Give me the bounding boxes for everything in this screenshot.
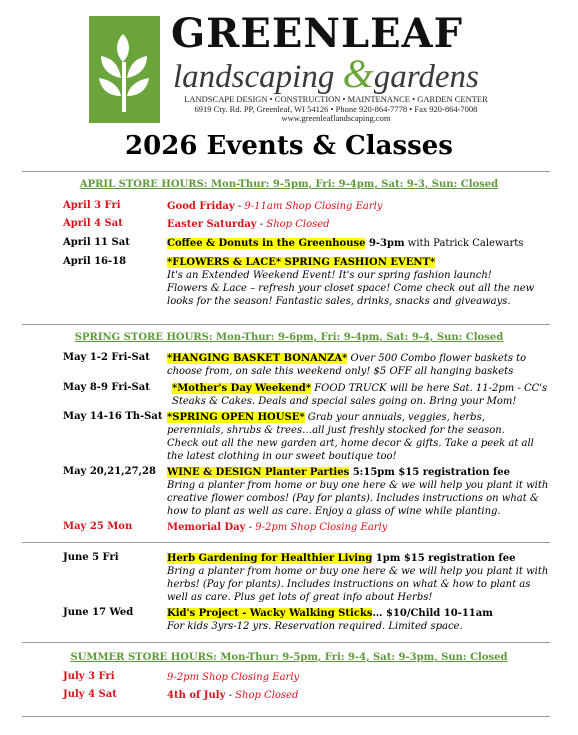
event-date: May 25 Mon xyxy=(63,521,133,532)
spring-hours: SPRING STORE HOURS: Mon-Thur: 9-6pm, Fri: 9-4pm, Sat: 9-4, Sun: Closed xyxy=(74,332,504,343)
event-text: Kid's Project - Wacky Walking Sticks… $10/Child 10-11am For kids 3yrs-12 yrs. Reservation required. Limited space. xyxy=(167,608,493,632)
leaf-logo-icon xyxy=(89,16,160,123)
divider xyxy=(22,542,550,543)
divider xyxy=(22,642,550,643)
brand-tagline: landscaping &gardens xyxy=(173,51,479,96)
event-text: WINE & DESIGN Planter Parties 5:15pm $15 registration fee Bring a planter from home or buy one here & we will help you plant it with creative flower combos! (Pay for plants). Includes instructions on what & how to plant as well as care. Enjoy a glass of wine while planting. xyxy=(167,467,549,517)
event-date: May 8-9 Fri-Sat xyxy=(63,382,150,393)
event-text: *HANGING BASKET BONANZA* Over 500 Combo flower baskets to choose from, on sale this weekend only! $5 OFF all hanging baskets xyxy=(167,353,527,377)
event-date: April 4 Sat xyxy=(63,218,123,229)
event-text: *Mother's Day Weekend* FOOD TRUCK will be here Sat. 11-2pm - CC's Steaks & Cakes. Deals and special sales going on. Bring your Mom! xyxy=(172,383,548,407)
summer-hours: SUMMER STORE HOURS: Mon-Thur: 9-5pm, Fri: 9-4, Sat: 9-3pm, Sun: Closed xyxy=(70,652,508,663)
event-date: April 3 Fri xyxy=(63,200,121,211)
brand-name: GREENLEAF xyxy=(171,10,463,57)
event-date: June 17 Wed xyxy=(63,607,134,618)
event-date: May 1-2 Fri-Sat xyxy=(63,352,150,363)
page-title: 2026 Events & Classes xyxy=(125,131,453,161)
event-text: *FLOWERS & LACE* SPRING FASHION EVENT* It's an Extended Weekend Event! It's our spring fashion launch! Flowers & Lace – refresh your closet space! Come check out all the new looks for the season! Fantastic sales, drinks, snacks and giveaways. xyxy=(167,257,535,307)
event-text: Herb Gardening for Healthier Living 1pm $15 registration fee Bring a planter from home or buy one here & we will help you plant it with herbs! (Pay for plants). Includes instructions on what & how to plant as well as care. Plus get lots of great info about Herbs! xyxy=(167,553,549,603)
services-line: LANDSCAPE DESIGN • CONSTRUCTION • MAINTENANCE • GARDEN CENTER xyxy=(184,94,488,104)
website-link[interactable]: www.greenleaflandscaping.com xyxy=(281,113,391,123)
divider xyxy=(22,171,550,172)
divider xyxy=(22,324,550,325)
event-date: April 16-18 xyxy=(63,256,127,267)
event-date: May 20,21,27,28 xyxy=(63,466,156,477)
event-text: *SPRING OPEN HOUSE* Grab your annuals, veggies, herbs, perennials, shrubs & trees…all just freshly stocked for the season. Check out all the new garden art, home decor & gifts. Take a peek at all the latest clothing in our sweet boutique too! xyxy=(167,412,534,462)
logo xyxy=(89,16,160,123)
event-text: 9-2pm Shop Closing Early xyxy=(167,672,300,683)
event-text: Good Friday - 9-11am Shop Closing Early xyxy=(167,201,383,212)
event-date: July 4 Sat xyxy=(63,689,117,700)
event-date: May 14-16 Th-Sat xyxy=(63,411,163,422)
event-date: April 11 Sat xyxy=(63,237,130,248)
event-text: Easter Saturday - Shop Closed xyxy=(167,219,330,230)
divider xyxy=(22,716,550,717)
event-date: June 5 Fri xyxy=(63,552,119,563)
event-date: July 3 Fri xyxy=(63,671,115,682)
april-hours: APRIL STORE HOURS: Mon-Thur: 9-5pm, Fri: 9-4pm, Sat: 9-3, Sun: Closed xyxy=(79,179,499,190)
event-text: Memorial Day - 9-2pm Shop Closing Early xyxy=(167,522,388,533)
company-info xyxy=(171,95,501,124)
event-text: 4th of July - Shop Closed xyxy=(167,690,299,701)
event-text: Coffee & Donuts in the Greenhouse 9-3pm with Patrick Calewarts xyxy=(167,238,524,249)
address-line: 6919 Cty. Rd. PP, Greenleaf, WI 54126 • Phone 920-864-7778 • Fax 920-864-7008 xyxy=(194,103,478,114)
